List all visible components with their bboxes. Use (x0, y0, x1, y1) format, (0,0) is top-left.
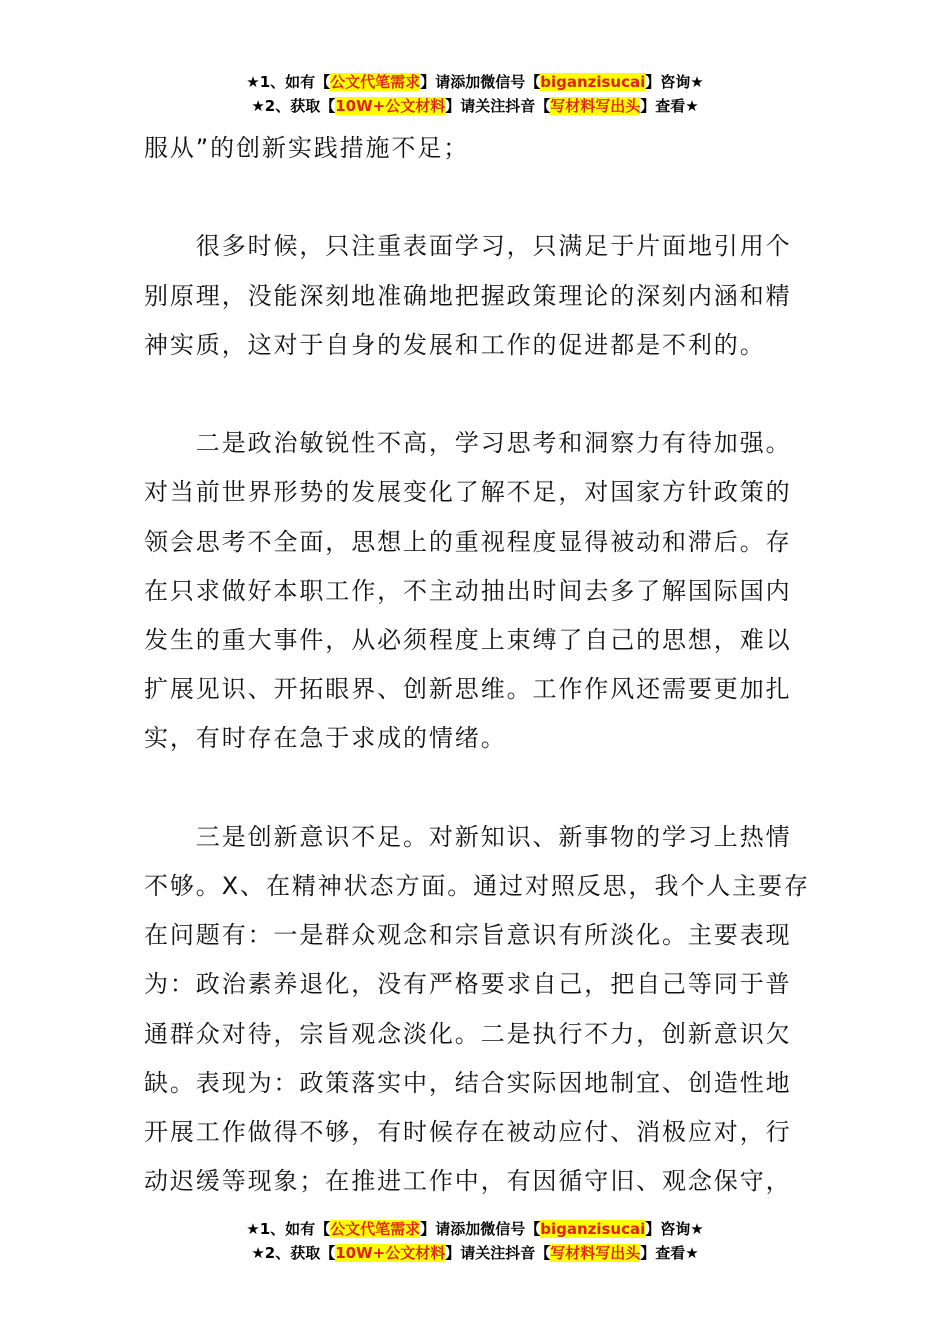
text-line: 对当前世界形势的发展变化了解不足，对国家方针政策的 (144, 478, 792, 507)
materials-highlight: 10W+公文材料 (335, 1244, 446, 1262)
materials-highlight: 10W+公文材料 (335, 97, 446, 115)
paragraph-gap (144, 173, 806, 222)
text-line: 领会思考不全面，思想上的重视程度显得被动和滞后。存 (144, 527, 792, 556)
paragraph-gap (144, 764, 806, 813)
text-line: 很多时候，只注重表面学习，只满足于片面地引用个 (144, 232, 792, 261)
text-line: 发生的重大事件，从必须程度上束缚了自己的思想，难以 (144, 626, 792, 654)
text-line: 神实质，这对于自身的发展和工作的促进都是不利的。 (144, 330, 766, 359)
text-line: 实，有时存在急于求成的情绪。 (144, 724, 507, 753)
text-line: 二是政治敏锐性不高，学习思考和洞察力有待加强。 (144, 429, 792, 458)
header-banner-line-2: ★2、获取【10W+公文材料】请关注抖音【写材料写出头】查看★ (251, 97, 699, 115)
douyin-account-highlight: 写材料写出头 (550, 1244, 641, 1262)
text-line: 为：政治素养退化，没有严格要求自己，把自己等同于普 (144, 970, 792, 999)
text-line: 在问题有：一是群众观念和宗旨意识有所淡化。主要表现 (144, 921, 792, 950)
wechat-id-highlight: biganzisucai (540, 1220, 646, 1238)
text-line: 通群众对待，宗旨观念淡化。二是执行不力，创新意识欠 (144, 1019, 792, 1048)
header-banner (0, 70, 950, 118)
text-line: 动迟缓等现象；在推进工作中，有因循守旧、观念保守， (144, 1167, 792, 1196)
service-highlight: 公文代笔需求 (330, 73, 421, 91)
footer-banner-line-1: ★1、如有【公文代笔需求】请添加微信号【biganzisucai】咨询★ (246, 1220, 704, 1238)
text-line: 开展工作做得不够，有时候存在被动应付、消极应对，行 (144, 1118, 792, 1147)
header-banner-line-1: ★1、如有【公文代笔需求】请添加微信号【biganzisucai】咨询★ (246, 73, 704, 91)
text-line: 不够。X、在精神状态方面。通过对照反思，我个人主要存 (144, 872, 810, 900)
text-line: 扩展见识、开拓眼界、创新思维。工作作风还需要更加扎 (144, 675, 792, 704)
wechat-id-highlight: biganzisucai (540, 73, 646, 91)
paragraph-2 (144, 222, 806, 370)
service-highlight: 公文代笔需求 (330, 1220, 421, 1238)
paragraph-4 (144, 813, 810, 1207)
text-line: 别原理，没能深刻地准确地把握政策理论的深刻内涵和精 (144, 281, 792, 310)
douyin-account-highlight: 写材料写出头 (550, 97, 641, 115)
text-line: 服从”的创新实践措施不足； (144, 134, 470, 162)
paragraph-gap (144, 370, 806, 419)
footer-banner-line-2: ★2、获取【10W+公文材料】请关注抖音【写材料写出头】查看★ (251, 1244, 699, 1262)
text-line: 三是创新意识不足。对新知识、新事物的学习上热情 (144, 822, 792, 851)
footer-banner (0, 1217, 950, 1265)
text-line: 在只求做好本职工作，不主动抽出时间去多了解国际国内 (144, 576, 792, 605)
text-line: 缺。表现为：政策落实中，结合实际因地制宜、创造性地 (144, 1068, 792, 1097)
document-body (144, 124, 810, 1206)
paragraph-1 (144, 124, 806, 173)
paragraph-3 (144, 419, 806, 763)
